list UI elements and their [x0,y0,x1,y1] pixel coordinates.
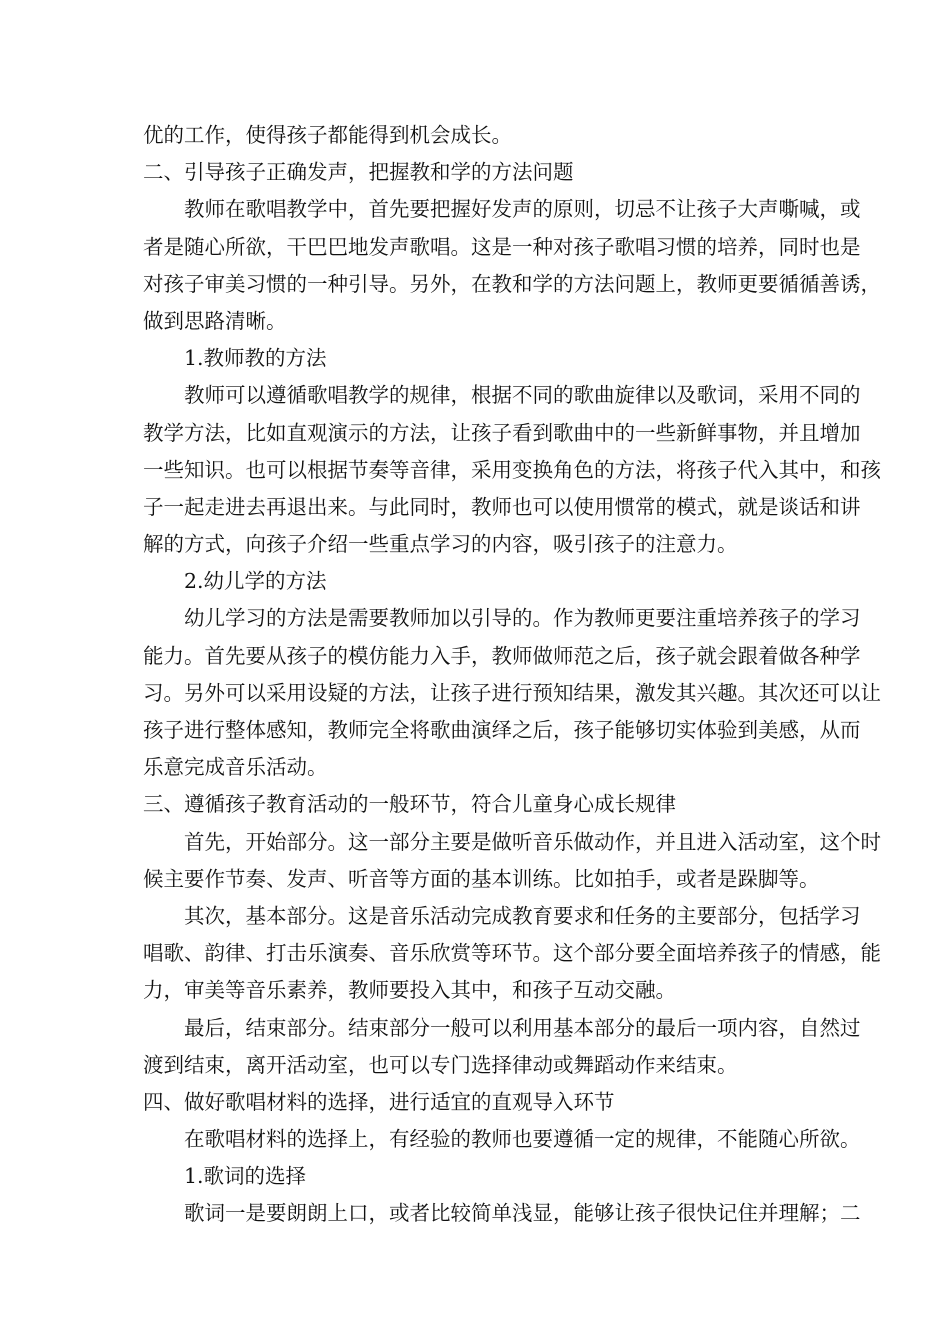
text-line: 解的方式，向孩子介绍一些重点学习的内容，吸引孩子的注意力。 [143,532,738,557]
text-line: 乐意完成音乐活动。 [143,755,328,780]
text-line: 教学方法，比如直观演示的方法，让孩子看到歌曲中的一些新鲜事物，并且增加 [143,420,861,445]
text-line: 能力。首先要从孩子的模仿能力入手，教师做师范之后，孩子就会跟着做各种学 [143,643,861,668]
text-line: 歌词一是要朗朗上口，或者比较简单浅显，能够让孩子很快记住并理解；二 [184,1201,861,1226]
text-line: 首先，开始部分。这一部分主要是做听音乐做动作，并且进入活动室，这个时 [184,829,881,854]
text-line: 做到思路清晰。 [143,308,287,333]
text-line: 最后，结束部分。结束部分一般可以利用基本部分的最后一项内容，自然过 [184,1015,861,1040]
text-line: 三、遵循孩子教育活动的一般环节，符合儿童身心成长规律 [143,792,676,817]
text-line: 优的工作，使得孩子都能得到机会成长。 [143,123,512,147]
text-line: 候主要作节奏、发声、听音等方面的基本训练。比如拍手，或者是跺脚等。 [143,866,820,891]
text-line: 唱歌、韵律、打击乐演奏、音乐欣赏等环节。这个部分要全面培养孩子的情感，能 [143,941,881,966]
text-line: 2.幼儿学的方法 [184,569,327,594]
text-line: 者是随心所欲，干巴巴地发声歌唱。这是一种对孩子歌唱习惯的培养，同时也是 [143,234,861,259]
text-line: 对孩子审美习惯的一种引导。另外，在教和学的方法问题上，教师更要循循善诱， [143,271,881,296]
text-line: 习。另外可以采用设疑的方法，让孩子进行预知结果，激发其兴趣。其次还可以让 [143,680,881,705]
text-line: 四、做好歌唱材料的选择，进行适宜的直观导入环节 [143,1089,615,1114]
text-line: 渡到结束，离开活动室，也可以专门选择律动或舞蹈动作来结束。 [143,1052,738,1077]
text-line: 其次，基本部分。这是音乐活动完成教育要求和任务的主要部分，包括学习 [184,903,861,928]
text-line: 幼儿学习的方法是需要教师加以引导的。作为教师更要注重培养孩子的学习 [184,606,861,631]
text-line: 孩子进行整体感知，教师完全将歌曲演绎之后，孩子能够切实体验到美感，从而 [143,718,861,742]
text-line: 1.歌词的选择 [184,1164,307,1189]
text-line: 1.教师教的方法 [184,346,327,371]
text-line: 在歌唱材料的选择上，有经验的教师也要遵循一定的规律，不能随心所欲。 [184,1127,861,1152]
document-body [143,117,881,1233]
text-line: 教师可以遵循歌唱教学的规律，根据不同的歌曲旋律以及歌词，采用不同的 [184,383,861,408]
text-line: 力，审美等音乐素养，教师要投入其中，和孩子互动交融。 [143,978,676,1003]
text-line: 教师在歌唱教学中，首先要把握好发声的原则，切忌不让孩子大声嘶喊，或 [184,197,861,222]
text-line: 一些知识。也可以根据节奏等音律，采用变换角色的方法，将孩子代入其中，和孩 [143,457,881,482]
text-line: 子一起走进去再退出来。与此同时，教师也可以使用惯常的模式，就是谈话和讲 [143,494,861,519]
text-line: 二、引导孩子正确发声，把握教和学的方法问题 [143,160,574,185]
